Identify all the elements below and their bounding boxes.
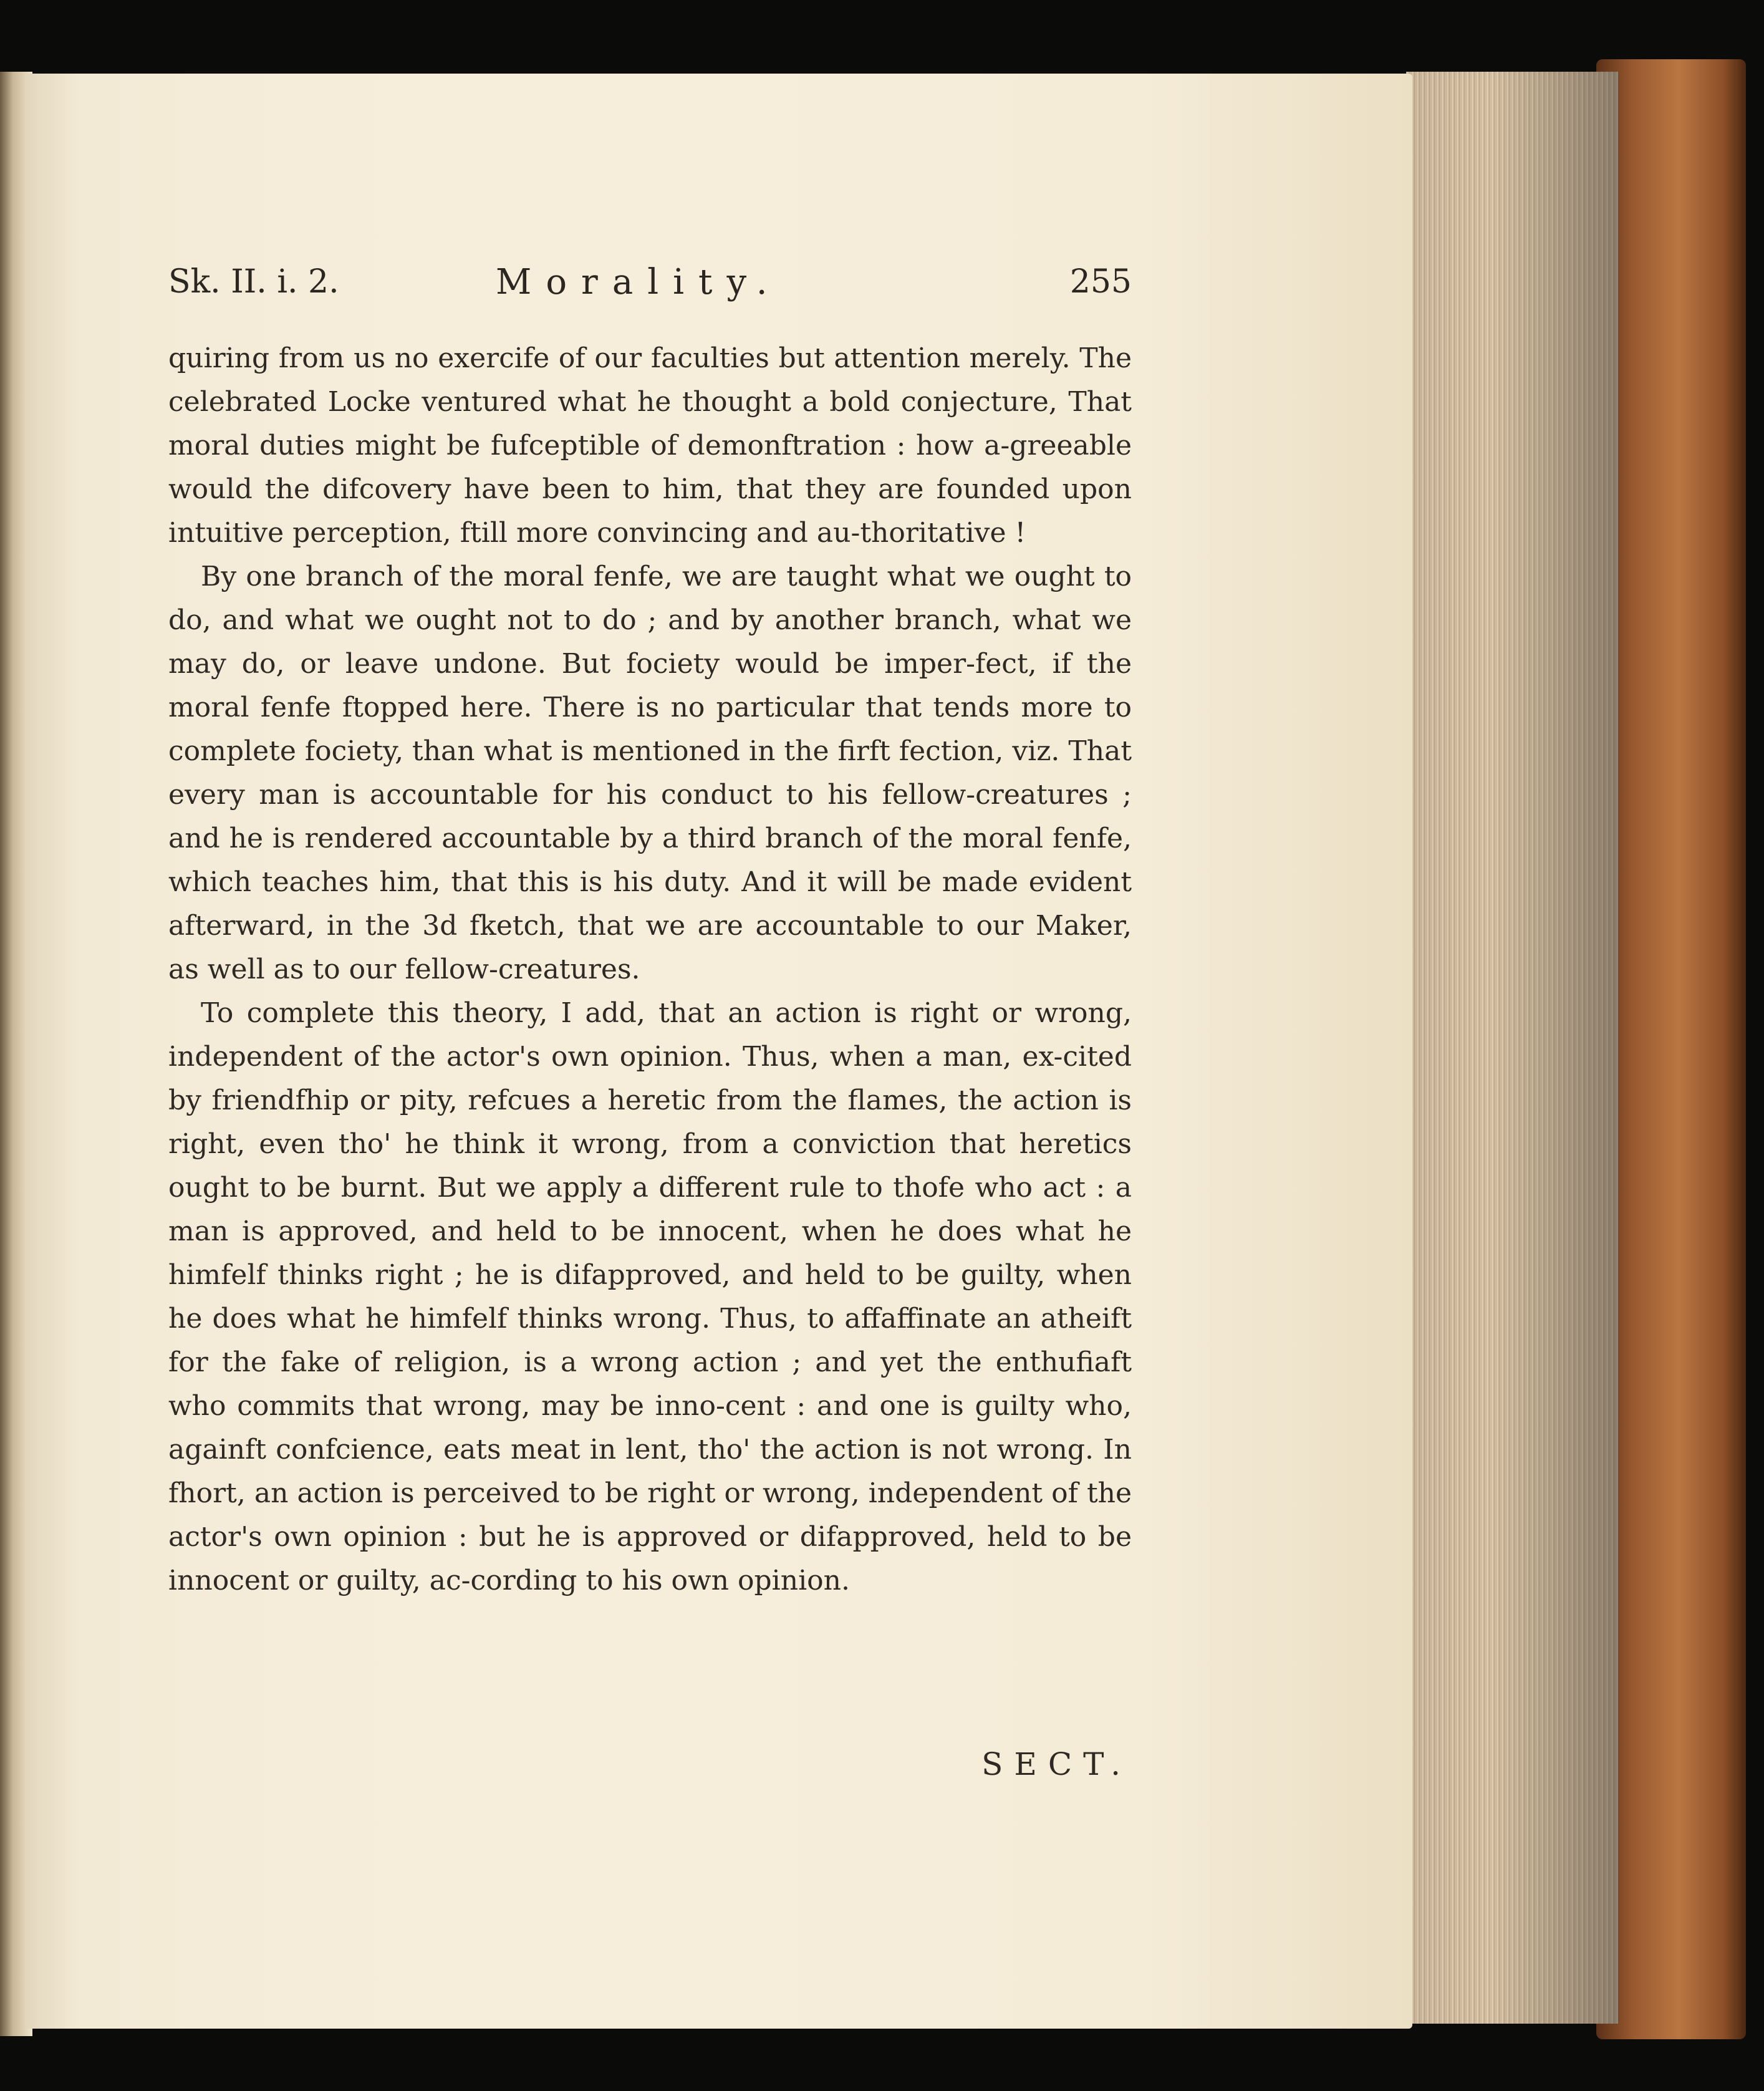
page-edges [1406, 72, 1618, 2024]
paragraph-3: To complete this theory, I add, that an action is right or wrong, independent of the actor's own opinion. Thus, when a man, ex-cited by friendfhip or pity, refcues a heretic from the flames, the action is right, even tho' he think it wrong, from a conviction that heretics ought to be burnt. But we apply a different rule to thofe who act : a man is approved, and held to be innocent, when he does what he himfelf thinks right ; he is difapproved, and held to be guilty, when he does what he himfelf thinks wrong. Thus, to affaffinate an atheift for the fake of religion, is a wrong action ; and yet the enthufiaft who commits that wrong, may be inno-cent : and one is guilty who, againft confcience, eats meat in lent, tho' the action is not wrong. In fhort, an action is perceived to be right or wrong, independent of the actor's own opinion : but he is approved or difapproved, held to be innocent or guilty, ac-cording to his own opinion. [168, 997, 1132, 1596]
body-text [168, 337, 1132, 1603]
book-cover-edge [1596, 59, 1746, 2039]
paragraph-1: quiring from us no exercife of our faculties but attention merely. The celebrated Locke ventured what he thought a bold conjecture, That moral duties might be fufceptible of demonftration : how a-greeable would the difcovery have been to him, that they are founded upon intuitive perception, ftill more convincing and au-thoritative ! [168, 342, 1132, 549]
paragraph-2: By one branch of the moral fenfe, we are taught what we ought to do, and what we ought not to do ; and by another branch, what we may do, or leave undone. But fociety would be imper-fect, if the moral fenfe ftopped here. There is no particular that tends more to complete fociety, than what is mentioned in the firft fection, viz. That every man is accountable for his conduct to his fellow-creatures ; and he is rendered accountable by a third branch of the moral fenfe, which teaches him, that this is his duty. And it will be made evident afterward, in the 3d fketch, that we are accountable to our Maker, as well as to our fellow-creatures. [168, 561, 1132, 985]
section-reference: Sk. II. i. 2. [168, 263, 339, 301]
running-header [168, 263, 1132, 313]
catchword: SECT. [981, 1746, 1132, 1782]
page-title: Morality. [496, 262, 782, 302]
page-edges-shade [1406, 72, 1618, 2024]
page-number: 255 [1069, 263, 1132, 301]
